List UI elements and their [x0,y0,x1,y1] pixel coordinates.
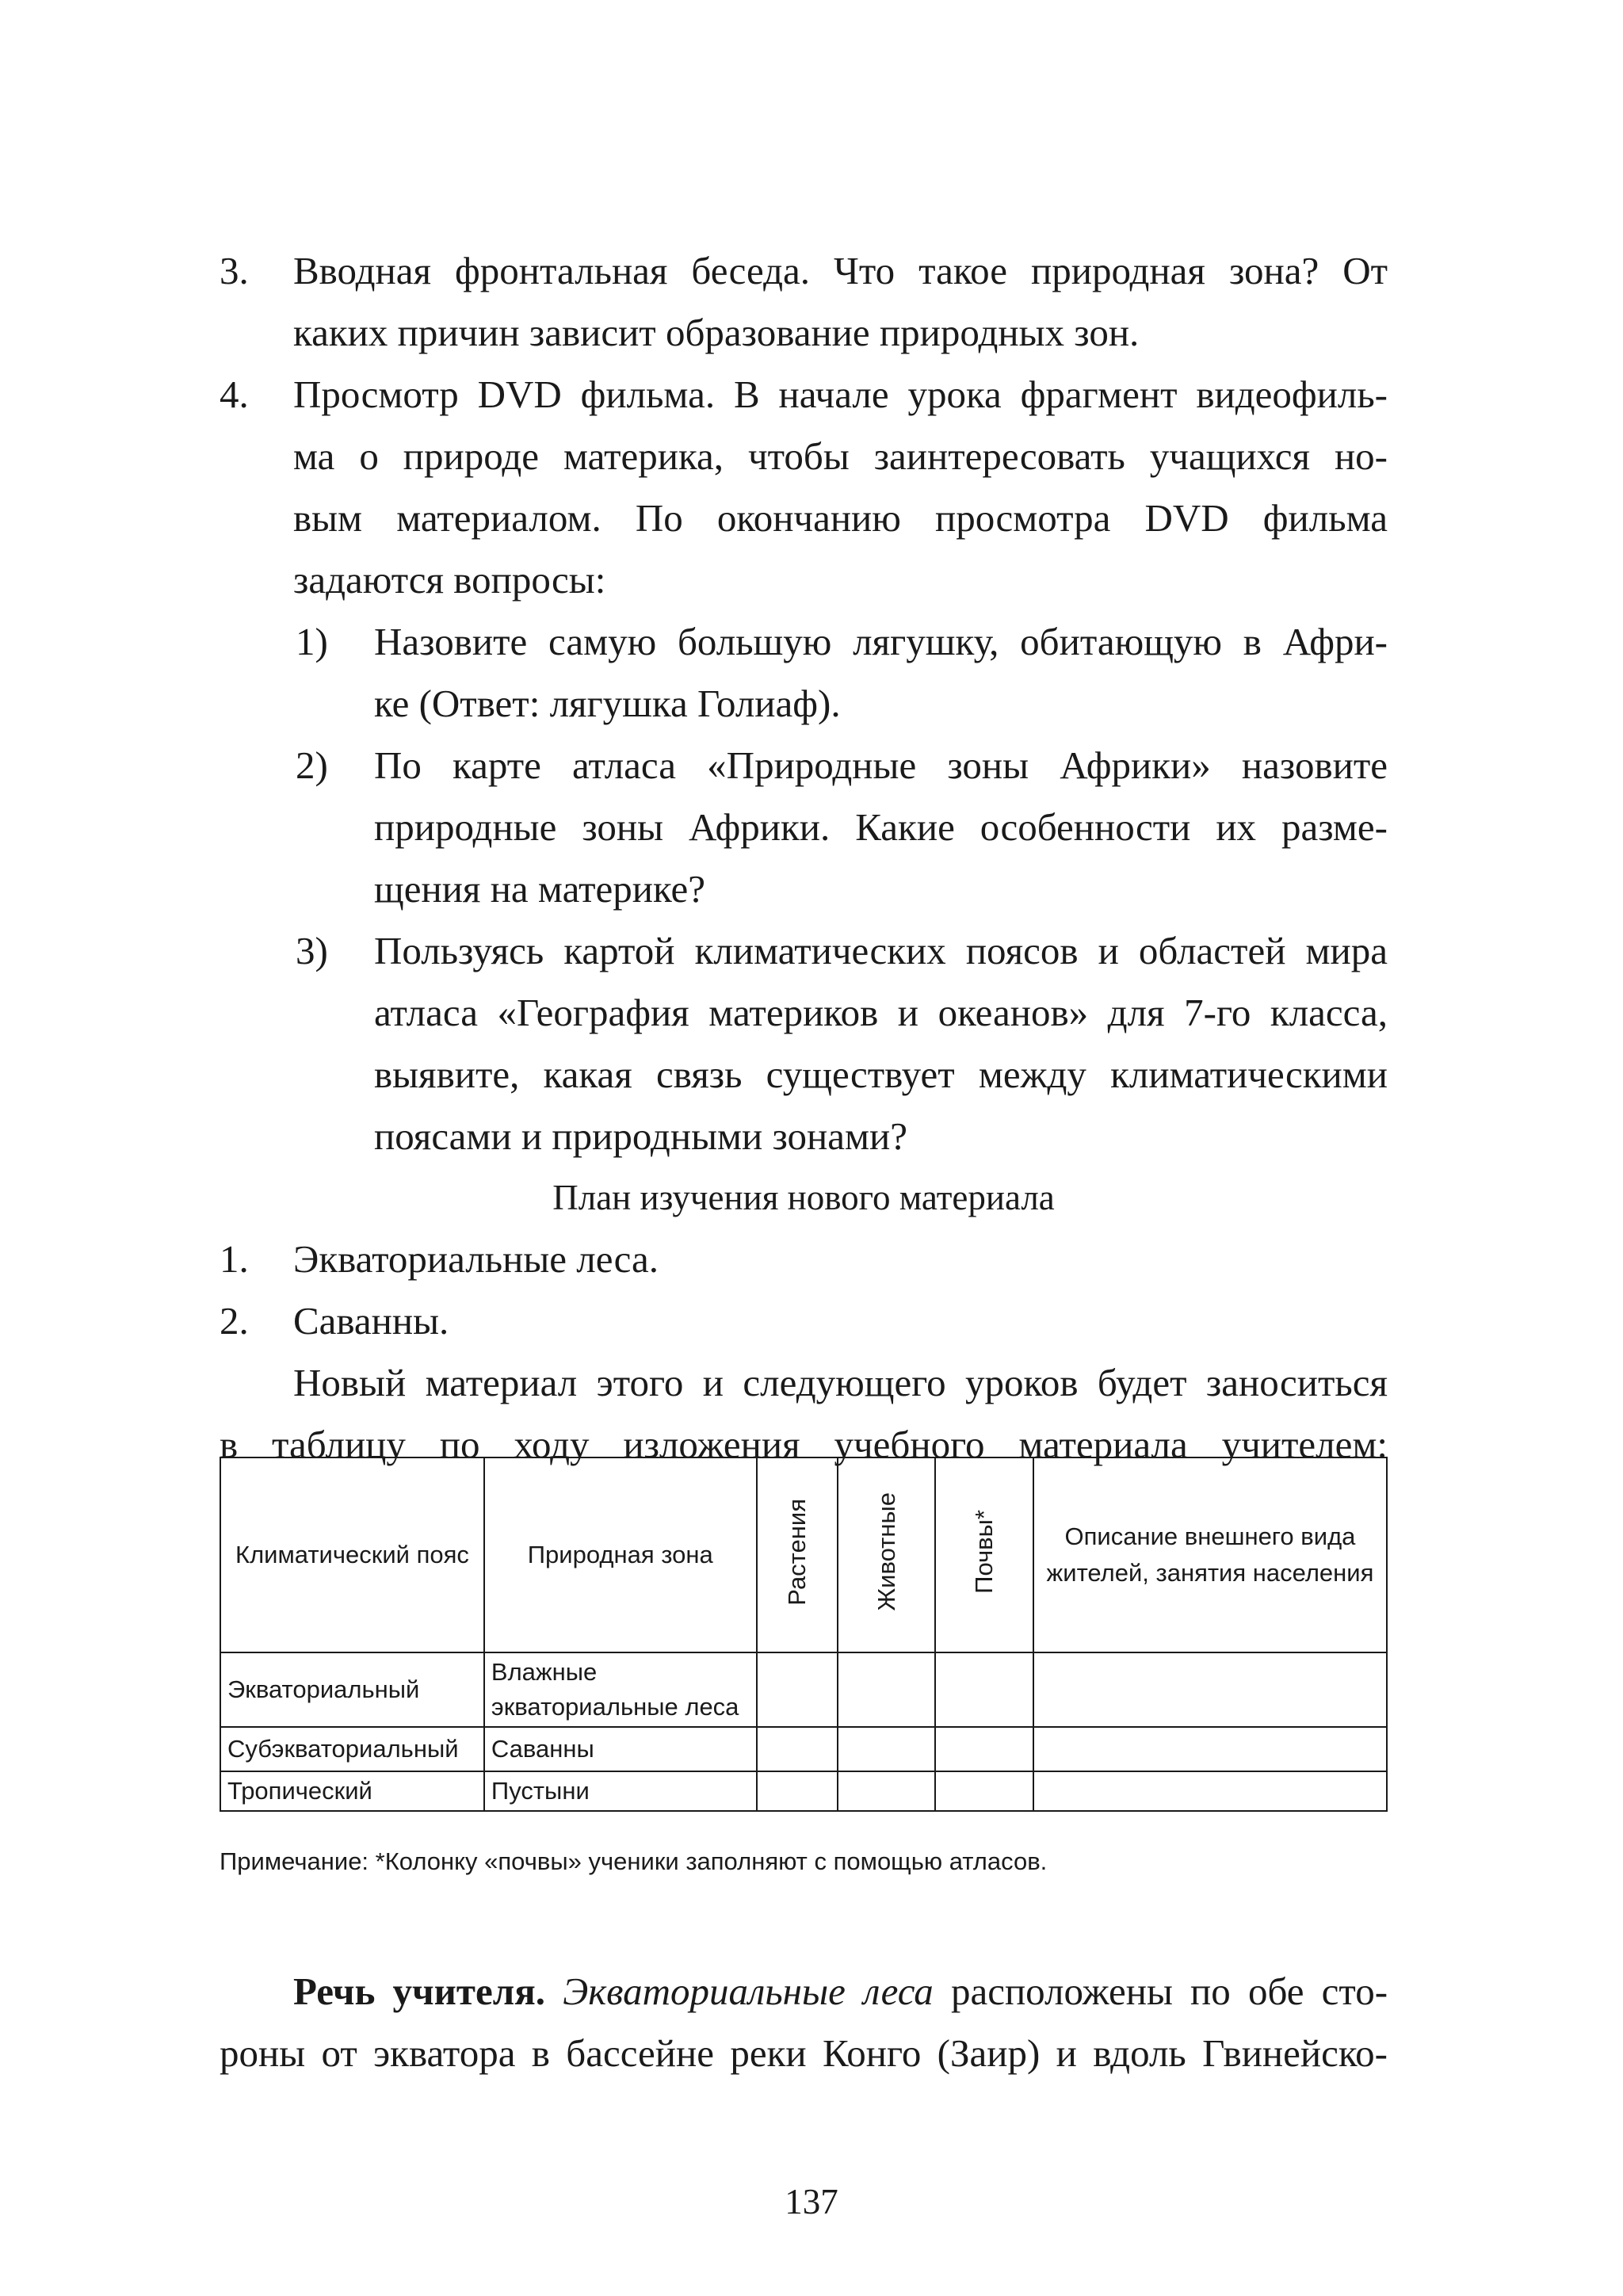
header-plants: Растения [757,1457,838,1652]
table-cell [838,1652,935,1727]
table-cell [935,1771,1033,1811]
table-cell [838,1727,935,1771]
table-cell [935,1727,1033,1771]
table-cell [757,1652,838,1727]
speech-term: Экваториальные леса [563,1969,934,2013]
question-text: По карте атласа «Природные зоны Африки» назовите природные зоны Африки. Какие особенности их разме- щения на материке? [374,743,1388,911]
table-cell [838,1771,935,1811]
page-number: 137 [785,2182,838,2222]
plan-title: План изучения нового материала [552,1178,1055,1217]
table-header-row [220,1457,1387,1652]
table-cell: Пустыни [484,1771,757,1811]
table-cell [757,1727,838,1771]
table-cell: Тропический [220,1771,484,1811]
header-natural-zone: Природная зона [484,1457,757,1652]
table-cell [1033,1727,1387,1771]
table-cell [1033,1652,1387,1727]
table-row [220,1652,1387,1727]
table-cell [935,1652,1033,1727]
table-cell: Субэкваториальный [220,1727,484,1771]
plan-item: Экваториальные леса. [293,1237,659,1281]
table-cell: Саванны [484,1727,757,1771]
plan-number: 2. [220,1299,249,1343]
plan-item: Саванны. [293,1299,449,1343]
list-item-text: Вводная фронтальная беседа. Что такое природная зона? От [293,249,1388,292]
table-cell: Экваториальный [220,1652,484,1727]
plan-number: 1. [220,1237,249,1281]
teacher-speech: Речь учителя. Экваториальные леса расположены по обе сто- роны от экватора в бассейне реки Конго (Заир) и вдоль Гвинейско- [220,1969,1388,2075]
table-row [220,1727,1387,1771]
table-row [220,1771,1387,1811]
question-text: Пользуясь картой климатических поясов и областей мира атласа «География материков и океанов» для 7-го класса, выявите, какая связь существует между климатическими поясами и природными зонами? [374,929,1388,1158]
list-item-text: Просмотр DVD фильма. В начале урока фрагмент видеофиль- ма о природе материка, чтобы заинтересовать учащихся но- вым материалом. По окончанию просмотра DVD фильма задаются вопросы: [293,372,1388,602]
header-climate-belt: Климатический пояс [220,1457,484,1652]
list-item-line: каких причин зависит образование природных зон. [293,311,1140,354]
header-soils: Почвы* [935,1457,1033,1652]
list-number: 3. [220,249,249,292]
intro-paragraph: Новый материал этого и следующего уроков будет заноситься в таблицу по ходу изложения учебного материала учителем: [220,1361,1388,1466]
question-text: Назовите самую большую лягушку, обитающую в Афри- ке (Ответ: лягушка Голиаф). [374,620,1388,725]
header-animals: Животные [838,1457,935,1652]
zones-table [220,1457,1388,1812]
question-number: 2) [296,743,328,787]
table-cell: Влажные экваториальные леса [484,1652,757,1727]
header-description: Описание внешнего вида жителей, занятия населения [1033,1457,1387,1652]
table-cell [757,1771,838,1811]
question-number: 1) [296,620,328,663]
table-cell [1033,1771,1387,1811]
list-number: 4. [220,372,249,416]
speech-label: Речь учителя. [293,1969,545,2013]
question-number: 3) [296,929,328,972]
table-note: Примечание: *Колонку «почвы» ученики заполняют с помощью атласов. [220,1847,1048,1875]
